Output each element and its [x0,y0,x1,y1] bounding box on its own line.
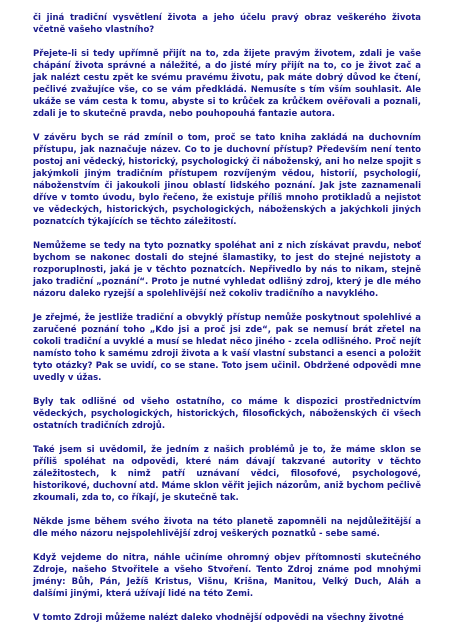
paragraph-8: Někde jsme během svého života na této planetě zapomněli na nejdůležitější a dle mého názoru nejspolehlivější zdroj veškerých poznatků - sebe samé. [33,517,421,539]
paragraph-10: V tomto Zdroji můžeme nalézt daleko vhodnější odpovědi na všechny životné [33,613,404,623]
paragraph-9: Když vejdeme do nitra, náhle učiníme ohromný objev přítomnosti skutečného Zdroje, našeho Stvořitele a všeho Stvoření. Tento Zdroj známe pod mnohými jmény: Bůh, Pán, Ježíš Kristus, Višnu, Krišna, Manitou, Velký Duch, Aláh a dalšími jinými, která užívají lidé na této Zemi. [33,553,421,599]
document-page [33,12,421,636]
paragraph-2: Přejete-li si tedy upřímně přijít na to, zda žijete pravým životem, zdali je vaše chápání života správné a náležité, a do jisté míry přijít na to, co je život zač a jak nalézt cestu zpět ke svému pravému životu, pak máte dobrý důvod ke čtení, pečlivé zvažujíce vše, co se vám předkládá. Nemusíte s tím vším souhlasit. Ale ukáže se vám cesta k tomu, abyste si to krůček za krůčkem ověřovali a poznali, zdali je to skutečně pravda, nebo pouhopouhá fantazie autora. [33,49,421,119]
paragraph-7: Také jsem si uvědomil, že jedním z našich problémů je to, že máme sklon se příliš spoléhat na odpovědi, které nám dávají takzvané autority v těchto záležitostech, k nimž patří uznávaní vědci, filosofové, psychologové, historikové, duchovní atd. Máme sklon věřit jejich názorům, aniž bychom pečlivě zkoumali, zda to, co říkají, je skutečně tak. [33,445,421,503]
paragraph-4: Nemůžeme se tedy na tyto poznatky spoléhat ani z nich získávat pravdu, neboť bychom se nakonec dostali do stejné šlamastiky, to jest do stejné nejistoty a rozporuplnosti, jaká je v těchto poznatcích. Nepřivedlo by nás to nikam, stejně jako tradiční „poznání“. Proto je nutné vyhledat odlišný zdroj, který je dle mého názoru daleko ryzejší a spolehlivější než cokoliv tradičního a navyklého. [33,241,421,299]
paragraph-5: Je zřejmé, že jestliže tradiční a obvyklý přístup nemůže poskytnout spolehlivé a zaručené poznání toho „Kdo jsi a proč jsi zde“, pak se nemusí brát zřetel na cokoli tradiční a uvyklé a musí se hledat něco jiného - zcela odlišného. Proč nejít namísto toho k samému zdroji života a k vaší vlastní substanci a esenci a položit tyto otázky? Pak se uvidí, co se stane. Toto jsem učinil. Obdržené odpovědi mne uvedly v úžas. [33,313,421,383]
paragraph-3: V závěru bych se rád zmínil o tom, proč se tato kniha zakládá na duchovním přístupu, jak naznačuje název. Co to je duchovní přístup? Především není tento postoj ani vědecký, historický, psychologický či náboženský, ani ho nelze spojit s jakýmkoli jiným tradičním přístupem rozvíjeným vědou, historií, psychologií, náboženstvím či jakoukoli jinou oblastí lidského poznání. Jak jste zaznamenali dříve v tomto úvodu, bylo řečeno, že existuje příliš mnoho protikladů a nejistot ve vědeckých, historických, psychologických, náboženských a jakýchkoli jiných poznatcích týkajících se těchto záležitostí. [33,133,421,227]
paragraph-1: či jiná tradiční vysvětlení života a jeho účelu pravý obraz veškerého života včetně vašeho vlastního? [33,13,421,35]
paragraph-6: Byly tak odlišné od všeho ostatního, co máme k dispozici prostřednictvím vědeckých, psychologických, historických, filosofických, náboženských či všech ostatních tradičních zdrojů. [33,397,421,431]
